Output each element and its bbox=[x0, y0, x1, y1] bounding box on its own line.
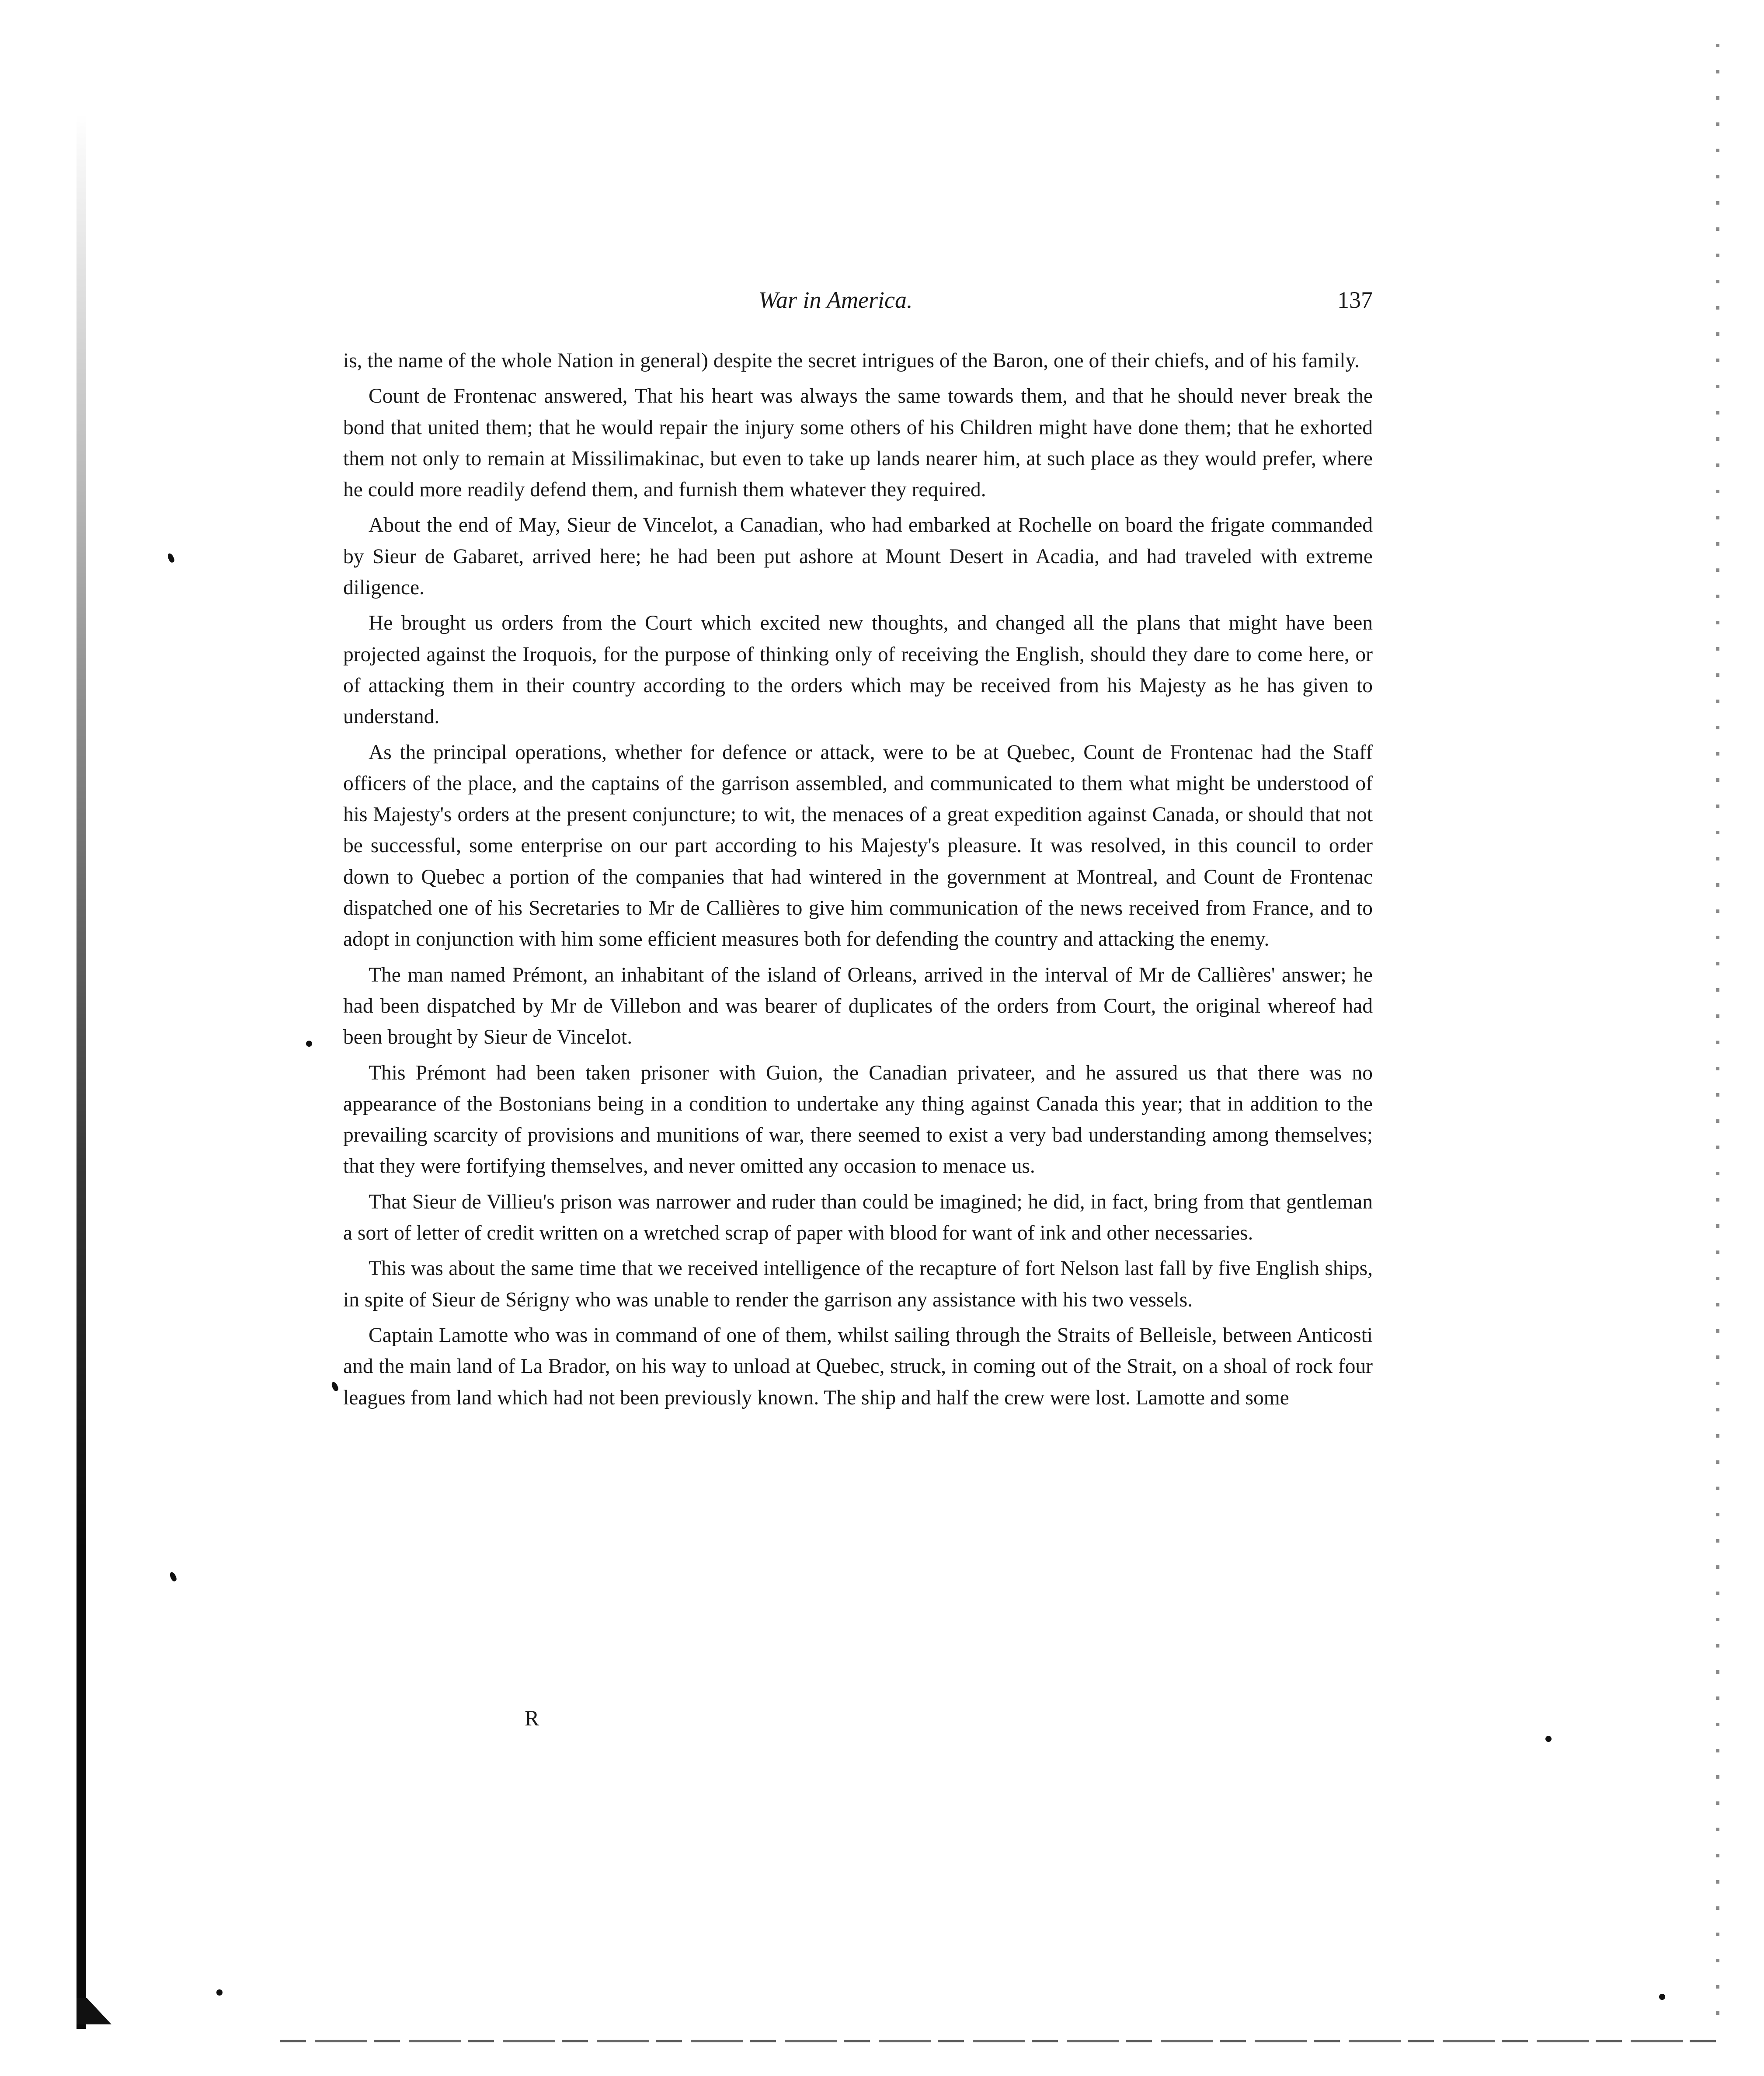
binding-shadow bbox=[77, 114, 86, 2029]
printer-signature: R bbox=[525, 1706, 539, 1730]
margin-ink-mark bbox=[331, 1381, 339, 1392]
margin-ink-mark bbox=[167, 552, 175, 563]
margin-dot bbox=[306, 1041, 312, 1047]
paragraph: This Prémont had been taken prisoner with Guion, the Canadian privateer, and he assured us that there was no appearance of the Bostonians being in a condition to undertake any thing against Canada this year; that in addition to the prevailing scarcity of provisions and munitions of war, there seemed to exist a very bad understanding among themselves; that they were fortifying themselves, and never omitted any occasion to menace us. bbox=[343, 1061, 1373, 1178]
paragraph: The man named Prémont, an inhabitant of the island of Orleans, arrived in the interval of Mr de Callières' answer; he had been dispatched by Mr de Villebon and was bearer of duplicates of the orders from Court, the original whereof had been brought by Sieur de Vincelot. bbox=[343, 963, 1373, 1049]
page-edge-speckle bbox=[1716, 44, 1719, 2020]
paragraph: This was about the same time that we received intelligence of the recapture of fort Nelson last fall by five English ships, in spite of Sieur de Sérigny who was unable to render the garrison any assistance with his two vessels. bbox=[343, 1257, 1373, 1311]
paragraph: He brought us orders from the Court which excited new thoughts, and changed all the plans that might have been projected against the Iroquois, for the purpose of thinking only of receiving the English, should they dare to come here, or of attacking them in their country according to the orders which may be received from his Majesty as he has given to understand. bbox=[343, 612, 1373, 728]
margin-dot bbox=[1545, 1736, 1552, 1742]
paragraph: About the end of May, Sieur de Vincelot, a Canadian, who had embarked at Rochelle on board the frigate commanded by Sieur de Gabaret, arrived here; he had been put ashore at Mount Desert in Acadia, and had traveled with extreme diligence. bbox=[343, 514, 1373, 599]
body-text bbox=[343, 345, 1373, 1418]
running-head bbox=[343, 286, 1373, 321]
margin-dot bbox=[216, 1989, 223, 1996]
running-title: War in America. bbox=[758, 287, 913, 313]
paragraph: Captain Lamotte who was in command of one of them, whilst sailing through the Straits of Belleisle, between Anticosti and the main land of La Brador, on his way to unload at Quebec, struck, in coming out of the Strait, on a shoal of rock four leagues from land which had not been previously known. The ship and half the crew were lost. Lamotte and some bbox=[343, 1324, 1373, 1409]
paragraph: Count de Frontenac answered, That his heart was always the same towards them, and that he should never break the bond that united them; that he would repair the injury some others of his Children might have done them; that he exhorted them not only to remain at Missilimakinac, but even to take up lands nearer him, at such place as they would prefer, where he could more readily defend them, and furnish them whatever they required. bbox=[343, 385, 1373, 502]
bottom-edge-speckle bbox=[280, 2040, 1722, 2042]
margin-dot bbox=[1659, 1994, 1665, 2000]
page-number: 137 bbox=[1337, 287, 1373, 313]
binding-shadow-foot bbox=[77, 1998, 111, 2024]
margin-ink-mark bbox=[169, 1571, 177, 1582]
paragraph: is, the name of the whole Nation in general) despite the secret intrigues of the Baron, one of their chiefs, and of his family. bbox=[343, 349, 1360, 372]
paragraph: That Sieur de Villieu's prison was narrower and ruder than could be imagined; he did, in fact, bring from that gentleman a sort of letter of credit written on a wretched scrap of paper with blood for want of ink and other necessaries. bbox=[343, 1190, 1373, 1245]
paragraph: As the principal operations, whether for defence or attack, were to be at Quebec, Count de Frontenac had the Staff officers of the place, and the captains of the garrison assembled, and communicated to them what might be understood of his Majesty's orders at the present conjuncture; to wit, the menaces of a great expedition against Canada, or should that not be successful, some enterprise on our part according to his Majesty's pleasure. It was resolved, in this council to order down to Quebec a portion of the companies that had wintered in the government at Montreal, and Count de Frontenac dispatched one of his Secretaries to Mr de Callières to give him communication of the news received from France, and to adopt in conjunction with him some efficient measures both for defending the country and attacking the enemy. bbox=[343, 741, 1373, 951]
